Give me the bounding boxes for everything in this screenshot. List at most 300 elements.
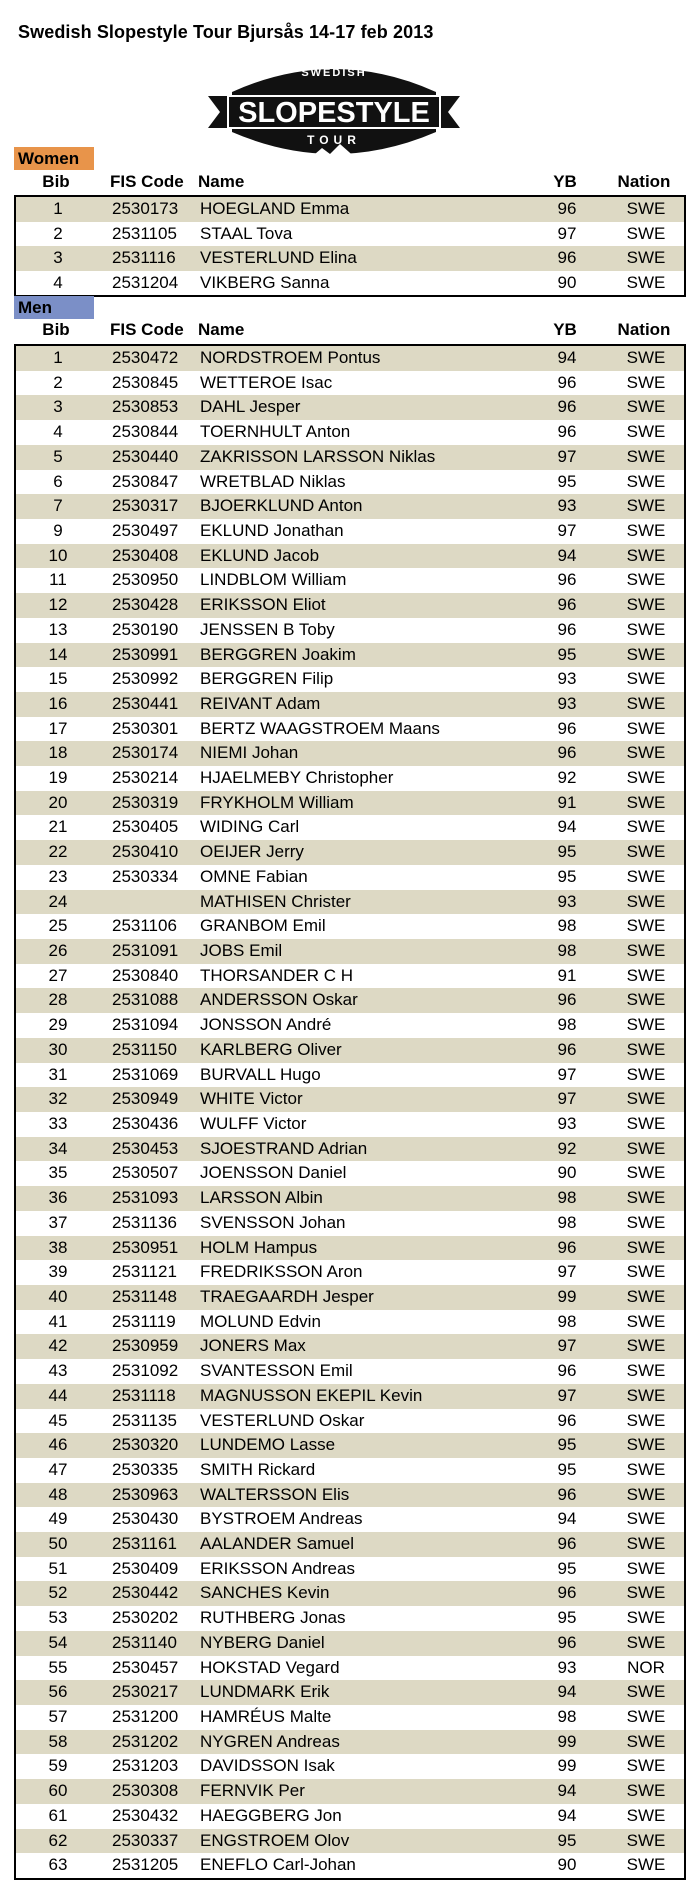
table-row bbox=[16, 1334, 684, 1359]
nation-cell: SWE bbox=[626, 1237, 666, 1257]
name-cell: THORSANDER C H bbox=[200, 965, 354, 985]
table-row bbox=[16, 395, 684, 420]
fis-code-cell: 2531150 bbox=[112, 1039, 177, 1059]
name-cell: HOLM Hampus bbox=[200, 1237, 318, 1257]
bib-cell: 1 bbox=[53, 199, 63, 218]
fis-code-cell: 2531118 bbox=[112, 1385, 176, 1405]
yb-cell: 94 bbox=[557, 545, 577, 565]
bib-cell: 4 bbox=[53, 272, 63, 292]
yb-cell: 97 bbox=[557, 223, 577, 243]
yb-cell: 95 bbox=[557, 1608, 577, 1628]
fis-code-cell: 2530173 bbox=[112, 199, 179, 218]
table-row bbox=[16, 1581, 684, 1606]
nation-cell: SWE bbox=[626, 1286, 666, 1306]
table-row bbox=[16, 741, 684, 766]
table-row bbox=[16, 692, 684, 717]
yb-cell: 90 bbox=[557, 1855, 577, 1875]
fis-code-cell: 2530453 bbox=[112, 1138, 179, 1158]
women-section-label: Women bbox=[14, 147, 94, 170]
bib-cell: 16 bbox=[48, 693, 68, 713]
table-row bbox=[16, 1754, 684, 1779]
table-row bbox=[16, 494, 684, 519]
table-row bbox=[16, 1409, 684, 1434]
name-cell: BURVALL Hugo bbox=[200, 1064, 321, 1084]
yb-cell: 98 bbox=[557, 941, 577, 961]
table-row bbox=[16, 1359, 684, 1384]
bib-cell: 18 bbox=[48, 743, 68, 763]
bib-cell: 4 bbox=[53, 422, 63, 442]
name-cell: OMNE Fabian bbox=[200, 866, 308, 886]
yb-cell: 97 bbox=[557, 1385, 577, 1405]
name-cell: ANDERSSON Oskar bbox=[200, 990, 358, 1010]
bib-cell: 31 bbox=[48, 1064, 68, 1084]
bib-cell: 2 bbox=[53, 223, 63, 243]
bib-cell: 44 bbox=[48, 1385, 68, 1405]
table-row bbox=[16, 865, 684, 890]
name-cell: WULFF Victor bbox=[200, 1114, 307, 1133]
table-row bbox=[16, 519, 684, 544]
yb-cell: 94 bbox=[557, 1509, 577, 1529]
fis-code-cell: 2531161 bbox=[112, 1534, 177, 1554]
table-row bbox=[16, 717, 684, 742]
bib-cell: 43 bbox=[48, 1361, 68, 1381]
table-row bbox=[16, 791, 684, 816]
name-cell: WALTERSSON Elis bbox=[200, 1484, 350, 1504]
bib-cell: 50 bbox=[48, 1534, 68, 1554]
fis-code-cell: 2531204 bbox=[112, 272, 179, 292]
yb-cell: 94 bbox=[557, 1682, 577, 1702]
nation-cell: SWE bbox=[626, 199, 666, 218]
bib-cell: 63 bbox=[48, 1855, 68, 1875]
name-cell: SANCHES Kevin bbox=[200, 1583, 330, 1603]
yb-cell: 96 bbox=[557, 718, 577, 738]
name-cell: SVANTESSON Emil bbox=[200, 1361, 353, 1381]
bib-cell: 6 bbox=[53, 471, 63, 491]
fis-code-cell: 2531116 bbox=[112, 248, 176, 267]
name-cell: BYSTROEM Andreas bbox=[200, 1509, 363, 1529]
yb-cell: 96 bbox=[557, 619, 577, 639]
nation-cell: SWE bbox=[626, 1361, 666, 1381]
nation-cell: SWE bbox=[626, 644, 666, 664]
nation-cell: SWE bbox=[626, 842, 666, 862]
fis-code-cell: 2530959 bbox=[112, 1336, 179, 1356]
page-title: Swedish Slopestyle Tour Bjursås 14-17 feb 2013 bbox=[18, 22, 434, 42]
nation-cell: SWE bbox=[626, 1089, 666, 1109]
bib-cell: 27 bbox=[48, 965, 68, 985]
bib-cell: 36 bbox=[48, 1188, 68, 1208]
bib-cell: 13 bbox=[48, 619, 68, 639]
nation-cell: SWE bbox=[626, 1385, 666, 1405]
bib-cell: 52 bbox=[48, 1583, 68, 1603]
table-row bbox=[16, 914, 684, 939]
fis-code-cell: 2530320 bbox=[112, 1435, 179, 1455]
table-row bbox=[16, 371, 684, 396]
fis-code-cell: 2530301 bbox=[112, 718, 179, 738]
nation-cell: SWE bbox=[626, 1731, 666, 1751]
yb-cell: 92 bbox=[557, 768, 577, 788]
name-cell: VESTERLUND Oskar bbox=[200, 1410, 365, 1430]
table-row bbox=[16, 1384, 684, 1409]
fis-code-cell: 2531106 bbox=[112, 916, 177, 936]
nation-cell: SWE bbox=[626, 1805, 666, 1825]
name-cell: WETTEROE Isac bbox=[200, 372, 333, 392]
fis-code-header: FIS Code bbox=[110, 172, 184, 191]
yb-cell: 93 bbox=[557, 1657, 577, 1677]
name-cell: SMITH Rickard bbox=[200, 1459, 316, 1479]
yb-cell: 98 bbox=[557, 1015, 577, 1035]
table-row bbox=[16, 1458, 684, 1483]
name-cell: WRETBLAD Niklas bbox=[200, 471, 346, 491]
yb-cell: 98 bbox=[557, 1212, 577, 1232]
bib-cell: 5 bbox=[53, 446, 63, 466]
table-row bbox=[16, 1532, 684, 1557]
name-cell: MATHISEN Christer bbox=[200, 891, 351, 911]
yb-cell: 95 bbox=[557, 1830, 577, 1850]
bib-cell: 14 bbox=[48, 644, 68, 664]
bib-cell: 41 bbox=[48, 1311, 68, 1331]
nation-cell: SWE bbox=[626, 1707, 666, 1727]
table-row bbox=[16, 1606, 684, 1631]
bib-cell: 42 bbox=[48, 1336, 68, 1356]
nation-cell: SWE bbox=[626, 248, 666, 267]
fis-code-cell: 2530430 bbox=[112, 1509, 179, 1529]
nation-cell: SWE bbox=[626, 1311, 666, 1331]
name-cell: JONSSON André bbox=[200, 1015, 332, 1035]
nation-cell: SWE bbox=[626, 397, 666, 417]
nation-cell: SWE bbox=[626, 1262, 666, 1282]
yb-cell: 99 bbox=[557, 1286, 577, 1306]
table-row bbox=[16, 1063, 684, 1088]
yb-cell: 96 bbox=[557, 990, 577, 1010]
name-cell: TOERNHULT Anton bbox=[200, 422, 351, 442]
nation-cell: SWE bbox=[626, 1830, 666, 1850]
name-header: Name bbox=[198, 320, 245, 339]
fis-code-cell: 2531091 bbox=[112, 941, 179, 961]
nation-cell: SWE bbox=[626, 1484, 666, 1504]
name-cell: OEIJER Jerry bbox=[200, 842, 304, 862]
table-row bbox=[16, 197, 684, 222]
table-row bbox=[16, 1310, 684, 1335]
fis-code-cell: 2531200 bbox=[112, 1707, 179, 1727]
name-cell: GRANBOM Emil bbox=[200, 916, 326, 936]
name-cell: NORDSTROEM Pontus bbox=[200, 348, 381, 367]
bib-cell: 22 bbox=[48, 842, 68, 862]
fis-code-cell: 2530217 bbox=[112, 1682, 179, 1702]
table-row bbox=[16, 1656, 684, 1681]
table-row bbox=[16, 544, 684, 569]
bib-cell: 62 bbox=[48, 1830, 68, 1850]
yb-cell: 98 bbox=[557, 916, 577, 936]
name-cell: AALANDER Samuel bbox=[200, 1534, 355, 1554]
table-row bbox=[16, 1087, 684, 1112]
nation-cell: SWE bbox=[626, 1558, 666, 1578]
bib-cell: 47 bbox=[48, 1459, 68, 1479]
fis-code-cell: 2531202 bbox=[112, 1731, 179, 1751]
bib-cell: 2 bbox=[53, 372, 63, 392]
table-row bbox=[16, 667, 684, 692]
name-cell: KARLBERG Oliver bbox=[200, 1039, 342, 1059]
bib-cell: 25 bbox=[48, 916, 68, 936]
name-cell: JOBS Emil bbox=[200, 941, 283, 961]
yb-cell: 91 bbox=[557, 965, 577, 985]
name-cell: BERGGREN Filip bbox=[200, 669, 334, 689]
nation-cell: SWE bbox=[626, 1781, 666, 1801]
nation-cell: SWE bbox=[626, 1114, 666, 1133]
bib-cell: 33 bbox=[48, 1114, 68, 1133]
nation-cell: SWE bbox=[626, 1015, 666, 1035]
yb-cell: 95 bbox=[557, 842, 577, 862]
name-cell: SVENSSON Johan bbox=[200, 1212, 346, 1232]
fis-code-cell: 2531203 bbox=[112, 1756, 179, 1776]
nation-cell: SWE bbox=[626, 817, 666, 837]
fis-code-cell: 2530335 bbox=[112, 1459, 179, 1479]
nation-cell: SWE bbox=[626, 1410, 666, 1430]
fis-code-cell: 2531088 bbox=[112, 990, 179, 1010]
fis-code-cell: 2530436 bbox=[112, 1114, 179, 1133]
swedish-slopestyle-tour-logo bbox=[208, 52, 460, 164]
table-row bbox=[16, 964, 684, 989]
yb-cell: 97 bbox=[557, 1089, 577, 1109]
nation-cell: SWE bbox=[626, 1682, 666, 1702]
yb-cell: 99 bbox=[557, 1731, 577, 1751]
table-row bbox=[16, 1186, 684, 1211]
fis-code-cell: 2530432 bbox=[112, 1805, 179, 1825]
nation-cell: SWE bbox=[626, 1608, 666, 1628]
yb-cell: 96 bbox=[557, 1039, 577, 1059]
nation-cell: SWE bbox=[626, 570, 666, 590]
bib-cell: 51 bbox=[48, 1558, 68, 1578]
nation-cell: SWE bbox=[626, 768, 666, 788]
table-row bbox=[16, 1730, 684, 1755]
fis-code-cell: 2530202 bbox=[112, 1608, 179, 1628]
nation-cell: SWE bbox=[626, 990, 666, 1010]
table-row bbox=[16, 618, 684, 643]
bib-cell: 17 bbox=[48, 718, 68, 738]
bib-cell: 56 bbox=[48, 1682, 68, 1702]
table-row bbox=[16, 346, 684, 371]
nation-cell: SWE bbox=[626, 595, 666, 615]
fis-code-cell: 2530951 bbox=[112, 1237, 179, 1257]
yb-cell: 95 bbox=[557, 1558, 577, 1578]
name-cell: WHITE Victor bbox=[200, 1089, 303, 1109]
yb-cell: 93 bbox=[557, 891, 577, 911]
bib-cell: 28 bbox=[48, 990, 68, 1010]
bib-cell: 45 bbox=[48, 1410, 68, 1430]
bib-header: Bib bbox=[42, 172, 70, 191]
fis-code-cell: 2531093 bbox=[112, 1188, 179, 1208]
name-cell: SJOESTRAND Adrian bbox=[200, 1138, 368, 1158]
nation-cell: NOR bbox=[627, 1657, 665, 1677]
nation-cell: SWE bbox=[626, 446, 666, 466]
name-cell: ERIKSSON Eliot bbox=[200, 595, 326, 615]
yb-cell: 94 bbox=[557, 1805, 577, 1825]
nation-cell: SWE bbox=[626, 718, 666, 738]
name-cell: REIVANT Adam bbox=[200, 693, 321, 713]
nation-cell: SWE bbox=[626, 1212, 666, 1232]
svg-text:SLOPESTYLE: SLOPESTYLE bbox=[238, 97, 430, 129]
fis-code-cell: 2530408 bbox=[112, 545, 179, 565]
name-cell: LARSSON Albin bbox=[200, 1188, 323, 1208]
yb-cell: 96 bbox=[557, 422, 577, 442]
yb-cell: 98 bbox=[557, 1188, 577, 1208]
yb-cell: 91 bbox=[557, 792, 577, 812]
yb-cell: 93 bbox=[557, 496, 577, 516]
table-row bbox=[16, 1013, 684, 1038]
yb-cell: 94 bbox=[557, 348, 577, 367]
yb-cell: 95 bbox=[557, 1459, 577, 1479]
name-cell: EKLUND Jonathan bbox=[200, 520, 344, 540]
nation-cell: SWE bbox=[626, 669, 666, 689]
yb-cell: 96 bbox=[557, 1583, 577, 1603]
yb-cell: 96 bbox=[557, 1361, 577, 1381]
bib-cell: 23 bbox=[48, 866, 68, 886]
bib-cell: 10 bbox=[48, 545, 68, 565]
yb-cell: 97 bbox=[557, 1262, 577, 1282]
yb-header: YB bbox=[553, 320, 577, 339]
name-cell: NYBERG Daniel bbox=[200, 1632, 325, 1652]
nation-cell: SWE bbox=[626, 941, 666, 961]
bib-cell: 40 bbox=[48, 1286, 68, 1306]
nation-cell: SWE bbox=[626, 1188, 666, 1208]
name-cell: JOENSSON Daniel bbox=[200, 1163, 347, 1183]
fis-code-cell: 2530317 bbox=[112, 496, 179, 516]
name-cell: FERNVIK Per bbox=[200, 1781, 305, 1801]
bib-cell: 26 bbox=[48, 941, 68, 961]
yb-cell: 93 bbox=[557, 1114, 577, 1133]
name-cell: HJAELMEBY Christopher bbox=[200, 768, 394, 788]
bib-cell: 30 bbox=[48, 1039, 68, 1059]
bib-cell: 53 bbox=[48, 1608, 68, 1628]
name-cell: DAHL Jesper bbox=[200, 397, 301, 417]
fis-code-cell: 2530442 bbox=[112, 1583, 179, 1603]
table-row bbox=[16, 1853, 684, 1878]
table-row bbox=[16, 1038, 684, 1063]
table-row bbox=[16, 271, 684, 296]
yb-cell: 96 bbox=[557, 1534, 577, 1554]
table-row bbox=[16, 222, 684, 247]
fis-code-cell: 2530853 bbox=[112, 397, 179, 417]
nation-cell: SWE bbox=[626, 1459, 666, 1479]
nation-cell: SWE bbox=[626, 372, 666, 392]
nation-cell: SWE bbox=[626, 545, 666, 565]
fis-code-cell: 2531119 bbox=[112, 1311, 176, 1331]
fis-code-cell: 2530190 bbox=[112, 619, 179, 639]
fis-code-cell: 2531121 bbox=[112, 1262, 177, 1282]
nation-cell: SWE bbox=[626, 965, 666, 985]
fis-code-cell: 2530174 bbox=[112, 743, 179, 763]
bib-cell: 61 bbox=[48, 1805, 68, 1825]
yb-cell: 96 bbox=[557, 397, 577, 417]
name-cell: NIEMI Johan bbox=[200, 743, 299, 763]
yb-cell: 98 bbox=[557, 1707, 577, 1727]
nation-cell: SWE bbox=[626, 891, 666, 911]
table-row bbox=[16, 1112, 684, 1137]
men-column-headers bbox=[14, 319, 684, 341]
fis-code-cell: 2530497 bbox=[112, 520, 179, 540]
yb-cell: 96 bbox=[557, 743, 577, 763]
nation-cell: SWE bbox=[626, 471, 666, 491]
yb-cell: 92 bbox=[557, 1138, 577, 1158]
yb-cell: 97 bbox=[557, 446, 577, 466]
table-row bbox=[16, 1631, 684, 1656]
yb-cell: 99 bbox=[557, 1756, 577, 1776]
fis-code-cell: 2531092 bbox=[112, 1361, 179, 1381]
bib-cell: 57 bbox=[48, 1707, 68, 1727]
men-table bbox=[14, 344, 686, 1880]
name-cell: BERTZ WAAGSTROEM Maans bbox=[200, 718, 440, 738]
bib-cell: 3 bbox=[53, 248, 63, 267]
yb-cell: 96 bbox=[557, 1410, 577, 1430]
yb-cell: 96 bbox=[557, 595, 577, 615]
bib-header: Bib bbox=[42, 320, 70, 339]
yb-cell: 96 bbox=[557, 1632, 577, 1652]
name-cell: JONERS Max bbox=[200, 1336, 306, 1356]
bib-cell: 11 bbox=[49, 570, 67, 590]
table-row bbox=[16, 1260, 684, 1285]
yb-cell: 96 bbox=[557, 248, 577, 267]
bib-cell: 37 bbox=[48, 1212, 68, 1232]
name-cell: TRAEGAARDH Jesper bbox=[200, 1286, 374, 1306]
table-row bbox=[16, 1705, 684, 1730]
table-row bbox=[16, 1285, 684, 1310]
yb-cell: 96 bbox=[557, 372, 577, 392]
name-cell: VIKBERG Sanna bbox=[200, 272, 330, 292]
name-cell: NYGREN Andreas bbox=[200, 1731, 340, 1751]
bib-cell: 3 bbox=[53, 397, 63, 417]
bib-cell: 7 bbox=[53, 496, 63, 516]
name-cell: HAEGGBERG Jon bbox=[200, 1805, 342, 1825]
name-cell: HOEGLAND Emma bbox=[200, 199, 350, 218]
table-row bbox=[16, 890, 684, 915]
bib-cell: 35 bbox=[48, 1163, 68, 1183]
table-row bbox=[16, 1483, 684, 1508]
name-cell: FREDRIKSSON Aron bbox=[200, 1262, 363, 1282]
fis-code-cell: 2531094 bbox=[112, 1015, 179, 1035]
table-row bbox=[16, 246, 684, 271]
name-cell: FRYKHOLM William bbox=[200, 792, 354, 812]
table-row bbox=[16, 593, 684, 618]
bib-cell: 46 bbox=[48, 1435, 68, 1455]
bib-cell: 58 bbox=[48, 1731, 68, 1751]
yb-cell: 97 bbox=[557, 520, 577, 540]
bib-cell: 12 bbox=[48, 595, 68, 615]
fis-code-cell: 2530472 bbox=[112, 348, 179, 367]
fis-code-cell: 2531135 bbox=[112, 1410, 177, 1430]
bib-cell: 29 bbox=[48, 1015, 68, 1035]
nation-cell: SWE bbox=[626, 348, 666, 367]
name-cell: HOKSTAD Vegard bbox=[200, 1657, 340, 1677]
fis-code-cell: 2531105 bbox=[112, 223, 177, 243]
name-cell: ERIKSSON Andreas bbox=[200, 1558, 355, 1578]
nation-cell: SWE bbox=[626, 1534, 666, 1554]
fis-code-cell: 2531069 bbox=[112, 1064, 179, 1084]
fis-code-header: FIS Code bbox=[110, 320, 184, 339]
name-cell: LUNDEMO Lasse bbox=[200, 1435, 336, 1455]
nation-cell: SWE bbox=[626, 422, 666, 442]
nation-cell: SWE bbox=[626, 619, 666, 639]
bib-cell: 38 bbox=[48, 1237, 68, 1257]
bib-cell: 24 bbox=[48, 891, 68, 911]
fis-code-cell: 2530214 bbox=[112, 768, 179, 788]
table-row bbox=[16, 1433, 684, 1458]
yb-cell: 94 bbox=[557, 817, 577, 837]
yb-cell: 95 bbox=[557, 866, 577, 886]
table-row bbox=[16, 1137, 684, 1162]
name-cell: WIDING Carl bbox=[200, 817, 300, 837]
name-cell: VESTERLUND Elina bbox=[200, 248, 357, 267]
table-row bbox=[16, 1236, 684, 1261]
fis-code-cell: 2530840 bbox=[112, 965, 179, 985]
